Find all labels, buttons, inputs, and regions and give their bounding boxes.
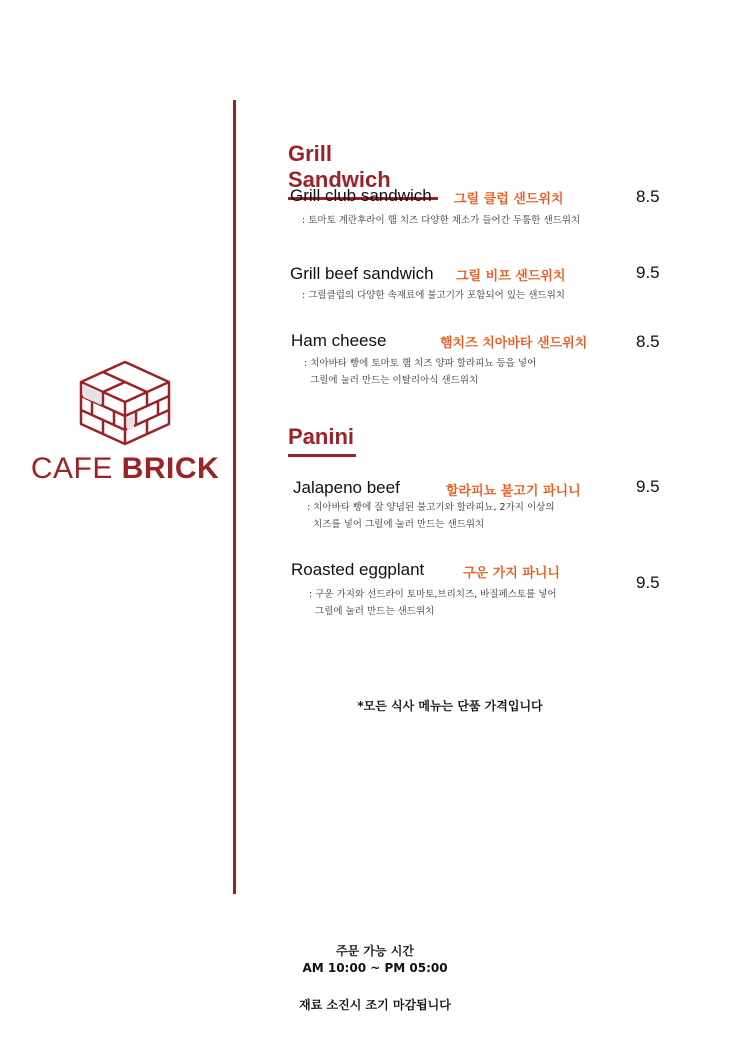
menu-item-description: : 토마토 계란후라이 햄 치즈 다양한 채소가 들어간 두툼한 샌드위치 <box>302 215 581 226</box>
menu-item-description: : 치아바타 빵에 토마토 햄 치즈 양파 할라피뇨 등을 넣어 그릴에 눌러 만드는 이탈리아식 샌드위치 <box>304 358 537 386</box>
menu-item-price: 9.5 <box>636 263 660 282</box>
menu-item-name: Jalapeno beef <box>293 478 400 497</box>
menu-item-description: : 그릴클럽의 다양한 속재료에 불고기가 포함되어 있는 샌드위치 <box>302 290 565 301</box>
vertical-divider <box>233 100 236 894</box>
menu-item-price: 8.5 <box>636 332 660 351</box>
brand-name <box>30 452 220 486</box>
brand-name-light: CAFE <box>30 452 122 485</box>
soldout-notice: 재료 소진시 조기 마감됩니다 <box>299 998 451 1012</box>
menu-item-name: Grill beef sandwich <box>290 264 434 283</box>
menu-item-price: 9.5 <box>636 477 660 496</box>
menu-item-korean: 그릴 클럽 샌드위치 <box>454 192 564 207</box>
cafe-logo <box>30 360 220 486</box>
section-title-grill-sandwich: Grill Sandwich <box>288 141 438 200</box>
menu-item-name: Ham cheese <box>291 331 387 350</box>
menu-item-description: : 구운 가지와 선드라이 토마토,브리치즈, 바질페스토를 넣어 그릴에 눌러 만드는 샌드위치 <box>309 589 557 617</box>
menu-item-name: Roasted eggplant <box>291 560 425 579</box>
order-hours: AM 10:00 ~ PM 05:00 <box>302 961 448 975</box>
menu-item-korean: 햄치즈 치아바타 샌드위치 <box>440 336 588 351</box>
brick-cube-icon <box>79 360 171 446</box>
section-title-panini: Panini <box>288 424 356 457</box>
menu-item-price: 9.5 <box>636 573 660 592</box>
menu-item-korean: 구운 가지 파니니 <box>463 566 560 581</box>
brand-name-bold: BRICK <box>121 452 220 485</box>
order-hours-label: 주문 가능 시간 <box>336 944 414 958</box>
menu-item-description: : 치아바타 빵에 잘 양념된 불고기와 할라피뇨, 2가지 이상의 치즈를 넣어 그릴에 눌러 만드는 샌드위치 <box>307 502 555 530</box>
menu-item-name: Grill club sandwich <box>290 186 432 205</box>
price-note: *모든 식사 메뉴는 단품 가격입니다 <box>357 699 543 713</box>
menu-item-price: 8.5 <box>636 187 660 206</box>
menu-item-korean: 그릴 비프 샌드위치 <box>456 269 566 284</box>
menu-item-korean: 할라피뇨 불고기 파니니 <box>446 484 581 499</box>
